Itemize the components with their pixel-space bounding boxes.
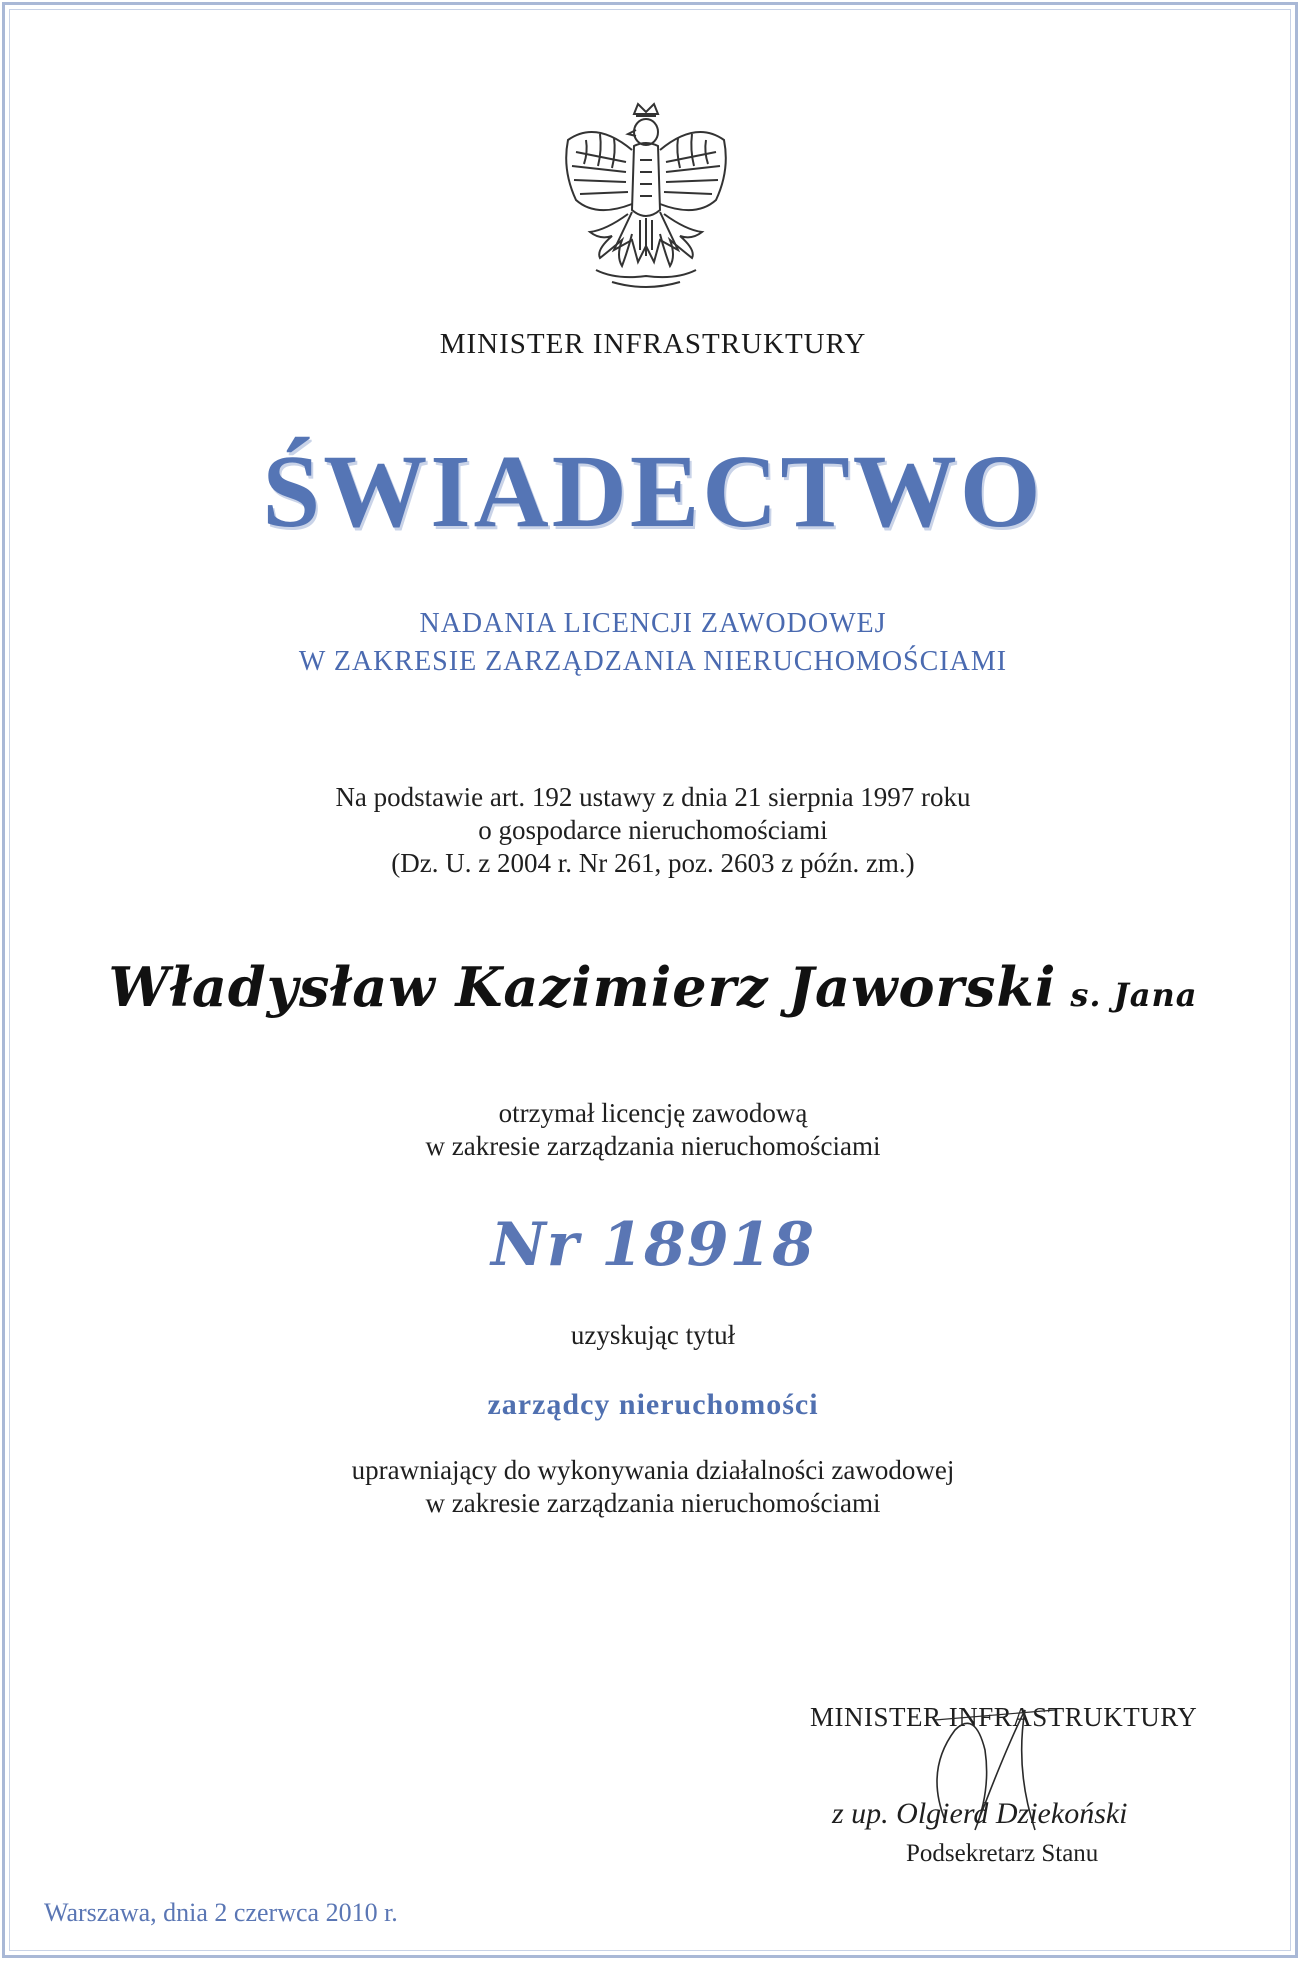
legal-basis-line2: o gospodarce nieruchomościami xyxy=(478,815,828,845)
authorization-line1: uprawniający do wykonywania działalności zawodowej xyxy=(351,1455,955,1485)
recipient-name-line xyxy=(0,955,1306,1019)
received-line2: w zakresie zarządzania nieruchomościami xyxy=(425,1131,881,1161)
polish-eagle-emblem-icon xyxy=(556,100,736,295)
professional-title: zarządcy nieruchomości xyxy=(487,1388,819,1421)
authorization-line2: w zakresie zarządzania nieruchomościami xyxy=(425,1488,881,1518)
ministry-heading: MINISTER INFRASTRUKTURY xyxy=(439,328,867,360)
signature-block-title: MINISTER INFRASTRUKTURY xyxy=(810,1702,1198,1732)
place-and-date: Warszawa, dnia 2 czerwca 2010 r. xyxy=(44,1898,398,1927)
recipient-name: Władysław Kazimierz Jaworski xyxy=(108,955,1057,1019)
license-number: Nr 18918 xyxy=(490,1210,816,1280)
certificate-subtitle-line1: NADANIA LICENCJI ZAWODOWEJ xyxy=(419,608,887,639)
signer-role: Podsekretarz Stanu xyxy=(906,1840,1099,1867)
signer-name: z up. Olgierd Dziekoński xyxy=(832,1797,1128,1830)
legal-basis-line3: (Dz. U. z 2004 r. Nr 261, poz. 2603 z późn. zm.) xyxy=(391,848,915,878)
recipient-father: s. Jana xyxy=(1070,976,1198,1014)
obtaining-title-text: uzyskując tytuł xyxy=(570,1320,736,1350)
legal-basis-line1: Na podstawie art. 192 ustawy z dnia 21 sierpnia 1997 roku xyxy=(335,782,971,812)
certificate-title: ŚWIADECTWO xyxy=(262,434,1044,549)
received-line1: otrzymał licencję zawodową xyxy=(498,1098,808,1128)
certificate-subtitle-line2: W ZAKRESIE ZARZĄDZANIA NIERUCHOMOŚCIAMI xyxy=(298,646,1008,677)
